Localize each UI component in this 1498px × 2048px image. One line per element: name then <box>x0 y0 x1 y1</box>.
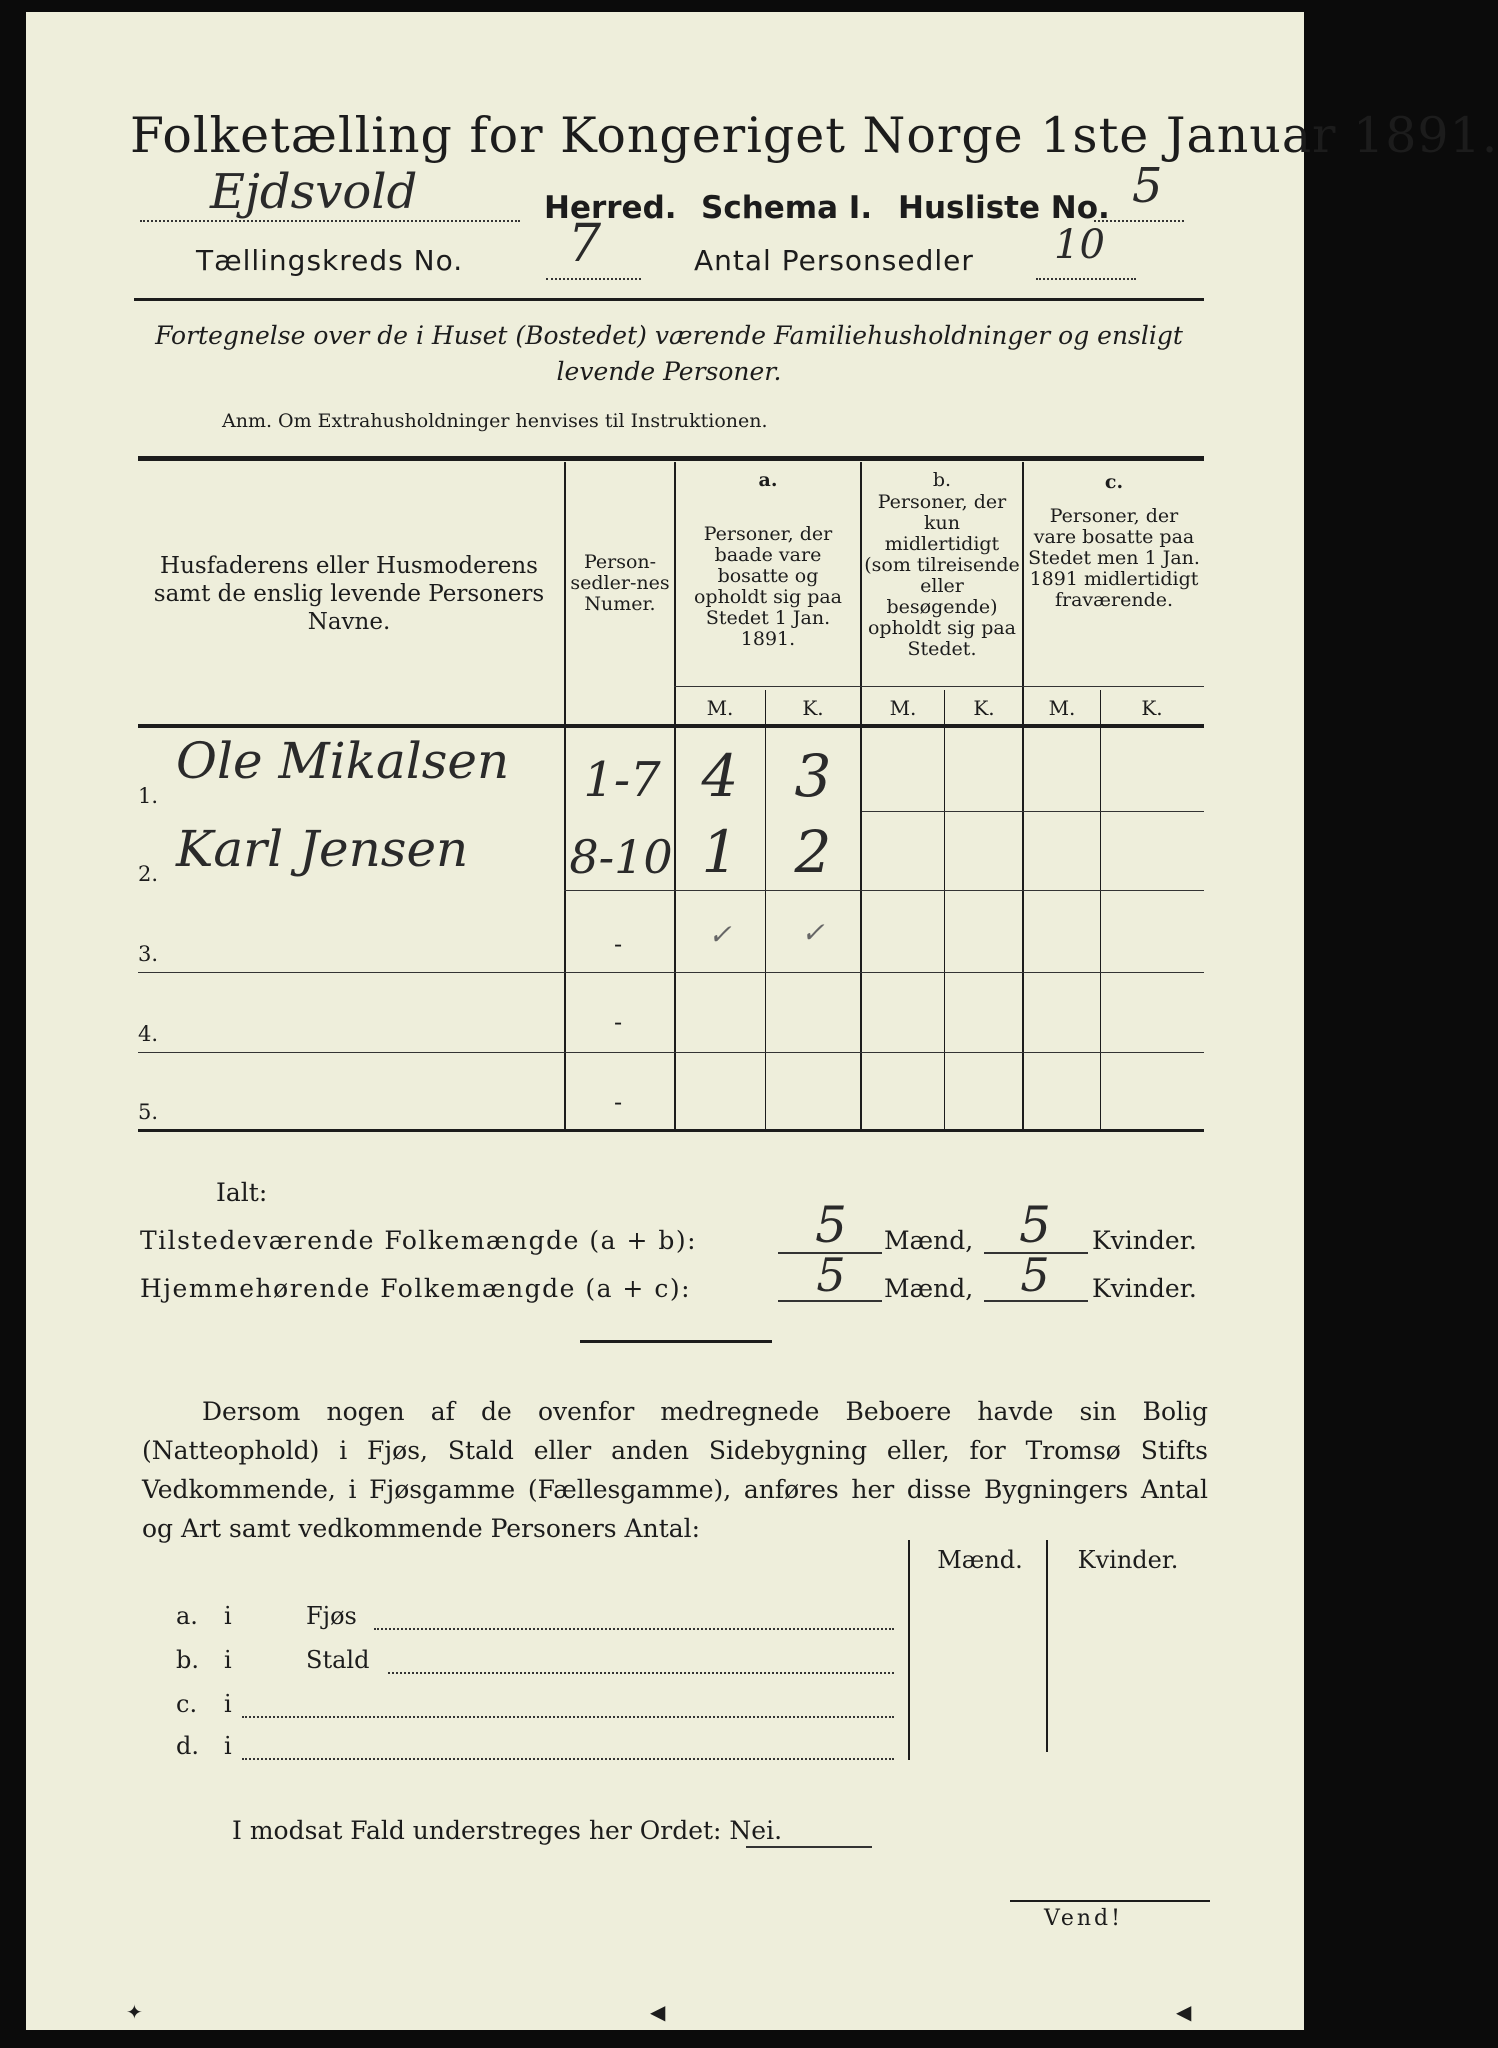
row-number: 5. <box>138 1100 159 1124</box>
col-b-letter: b. <box>932 469 952 491</box>
hjemme-kvinder-label: Kvinder. <box>1092 1274 1197 1303</box>
outbuilding-letter: b. <box>176 1646 199 1674</box>
tilstede-women-value: 5 <box>1019 1196 1051 1254</box>
col-b-k: K. <box>973 696 995 720</box>
row-a-women: 2 <box>794 818 832 886</box>
hjemme-women-value: 5 <box>1020 1248 1050 1302</box>
col-b-header: Personer, der kun midlertidigt (som tilreisende eller besøgende) opholdt sig paa Stedet. <box>864 491 1020 660</box>
table-hline <box>138 972 1204 973</box>
row-a-men: 4 <box>701 742 739 810</box>
separator-rule <box>580 1340 772 1343</box>
outbuilding-dots <box>374 1614 894 1630</box>
outbuilding-letter: d. <box>176 1732 199 1760</box>
binding-mark: ✦ <box>126 2000 143 2024</box>
kreds-field <box>546 214 641 280</box>
outbuildings-maend: Mænd. <box>937 1546 1023 1574</box>
schema-label: Schema I. <box>701 190 873 226</box>
header-rule <box>134 298 1204 301</box>
table-vline <box>944 690 945 1130</box>
outbuildings-text: Dersom nogen af de ovenfor medregnede Beboere havde sin Bolig (Natteophold) i Fjøs, Stald eller anden Sidebygning eller, for Tromsø Stifts Vedkommende, i Fjøsgamme (Fællesgamme), anføres her disse Bygningers Antal og Art samt vedkommende Personers Antal: <box>142 1397 1208 1543</box>
tilstede-label: Tilstedeværende Folkemængde (a + b): <box>140 1226 698 1255</box>
row-a-women: 3 <box>794 742 832 810</box>
census-form-page <box>26 12 1498 2030</box>
outbuilding-label: Fjøs <box>306 1602 357 1630</box>
col-a-letter: a. <box>758 469 778 491</box>
outbuilding-dots <box>388 1658 894 1674</box>
herred-value: Ejdsvold <box>210 164 418 220</box>
herred-field <box>140 164 520 222</box>
col-c-m: M. <box>1048 696 1076 720</box>
outbuilding-i: i <box>224 1690 232 1718</box>
col-b-m: M. <box>889 696 917 720</box>
binding-mark: ◀ <box>1176 2000 1192 2024</box>
row-person-numbers: 8-10 <box>569 830 673 884</box>
row-number: 4. <box>138 1022 159 1046</box>
outbuilding-i: i <box>224 1646 232 1674</box>
nei-underline <box>746 1846 872 1848</box>
herred-label: Herred. <box>544 190 677 226</box>
table-top-rule <box>138 456 1204 461</box>
table-hline <box>564 890 1204 891</box>
col-name-header: Husfaderens eller Husmoderens samt de enslig levende Personers Navne. <box>153 553 545 635</box>
husliste-value: 5 <box>1132 158 1163 214</box>
table-bottom-rule <box>138 1129 1204 1132</box>
col-a-m: M. <box>706 696 734 720</box>
table-hline <box>674 686 1204 687</box>
tilstede-men-value: 5 <box>815 1196 847 1254</box>
kreds-label: Tællingskreds No. <box>196 244 464 277</box>
row-person-numbers: 1-7 <box>583 752 661 808</box>
table-vline <box>1100 690 1101 1130</box>
col-a-header: Personer, der baade vare bosatte og opholdt sig paa Stedet 1 Jan. 1891. <box>693 523 843 650</box>
kreds-value: 7 <box>568 214 602 274</box>
husliste-field <box>1094 158 1184 222</box>
hjemme-label: Hjemmehørende Folkemængde (a + c): <box>140 1274 691 1303</box>
table-hline <box>862 811 1204 812</box>
row-name: Karl Jensen <box>176 820 469 878</box>
hjemme-maend-label: Mænd, <box>884 1274 974 1303</box>
outbuilding-label: Stald <box>306 1646 370 1674</box>
personsedler-label: Antal Personsedler <box>694 244 974 277</box>
outbuilding-i: i <box>224 1602 232 1630</box>
outbuilding-letter: c. <box>176 1690 198 1718</box>
outbuilding-dots <box>242 1702 894 1718</box>
outbuildings-kvinder: Kvinder. <box>1077 1546 1179 1574</box>
row-number: 2. <box>138 862 159 886</box>
row-a-women: ✓ <box>801 916 825 949</box>
hjemme-men-value: 5 <box>816 1248 846 1302</box>
outbuilding-row <box>176 1646 896 1678</box>
row-person-numbers: - <box>613 1008 623 1036</box>
table-vline <box>1022 462 1024 1130</box>
row-person-numbers: - <box>613 1088 623 1116</box>
col-c-k: K. <box>1141 696 1163 720</box>
outbuilding-row <box>176 1602 896 1634</box>
row-a-men: ✓ <box>708 918 732 951</box>
outbuildings-vline <box>908 1540 910 1760</box>
form-title: Folketælling for Kongeriget Norge 1ste Januar 1891. <box>130 107 1498 164</box>
outbuilding-row <box>176 1690 896 1722</box>
row-a-men: 1 <box>701 818 739 886</box>
vend-label: Vend! <box>1044 1906 1123 1931</box>
binding-mark: ◀ <box>650 2000 666 2024</box>
col-c-header: Personer, der vare bosatte paa Stedet men 1 Jan. 1891 midlertidigt fraværende. <box>1028 505 1200 611</box>
ialt-label: Ialt: <box>216 1178 268 1207</box>
col-num-header: Person-sedler-nes Numer. <box>570 551 670 615</box>
col-a-k: K. <box>802 696 824 720</box>
outbuildings-vline <box>1046 1540 1048 1752</box>
personsedler-field <box>1036 222 1136 280</box>
modsat-fald-text: I modsat Fald understreges her Ordet: Nei. <box>232 1816 783 1845</box>
tilstede-maend-label: Mænd, <box>884 1226 974 1255</box>
outbuilding-letter: a. <box>176 1602 198 1630</box>
vend-rule <box>1010 1900 1210 1902</box>
outbuilding-dots <box>242 1744 894 1760</box>
table-hline <box>138 1052 1204 1053</box>
personsedler-value: 10 <box>1054 222 1105 268</box>
row-number: 1. <box>138 784 159 808</box>
intro-text: Fortegnelse over de i Huset (Bostedet) værende Familiehusholdninger og ensligt levende Personer. <box>155 321 1183 386</box>
anm-note: Anm. Om Extrahusholdninger henvises til Instruktionen. <box>222 410 768 432</box>
table-vline <box>860 462 862 1130</box>
row-name: Ole Mikalsen <box>176 732 510 790</box>
outbuilding-row <box>176 1732 896 1764</box>
outbuilding-i: i <box>224 1732 232 1760</box>
row-number: 3. <box>138 942 159 966</box>
tilstede-kvinder-label: Kvinder. <box>1092 1226 1197 1255</box>
table-header-rule <box>138 724 1204 728</box>
husliste-label: Husliste No. <box>898 190 1110 226</box>
row-person-numbers: - <box>613 930 623 958</box>
col-c-letter: c. <box>1104 471 1124 493</box>
